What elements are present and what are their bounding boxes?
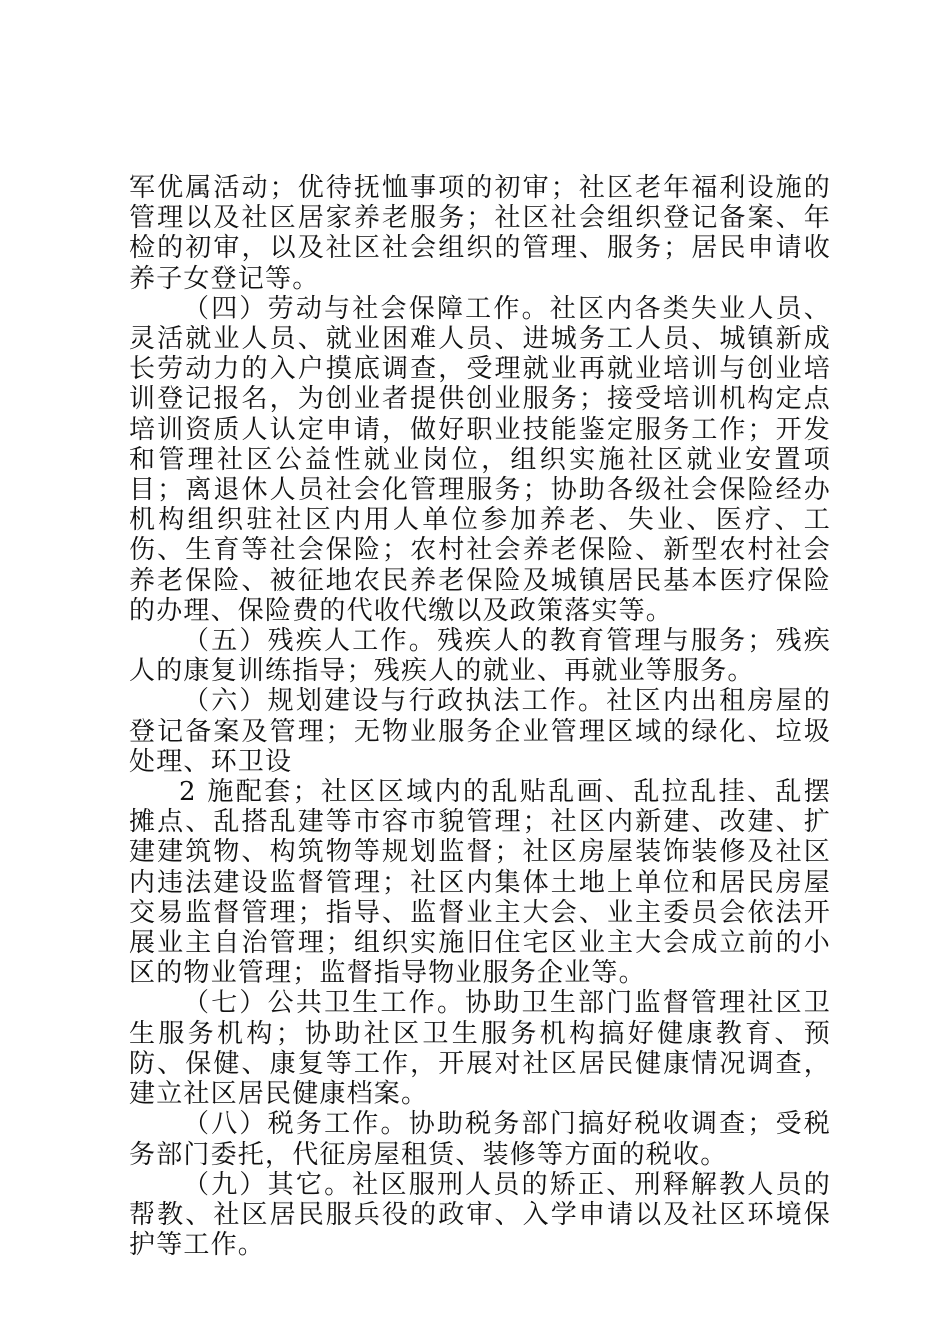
paragraph-planning-continued: 2 施配套；社区区域内的乱贴乱画、乱拉乱挂、乱摆摊点、乱搭乱建等市容市貌管理；社区内新建、改建、扩建建筑物、构筑物等规划监督；社区房屋装饰装修及社区内违法建设监督管理；社区内集体土地上单位和居民房屋交易监督管理；指导、监督业主大会、业主委员会依法开展业主自治管理；组织实施旧住宅区业主大会成立前的小区的物业管理；监督指导物业服务企业等。 [129, 777, 831, 989]
paragraph-labor-social-security: （四）劳动与社会保障工作。社区内各类失业人员、灵活就业人员、就业困难人员、进城务工人员、城镇新成长劳动力的入户摸底调查，受理就业再就业培训与创业培训登记报名，为创业者提供创业服务；接受培训机构定点培训资质人认定申请，做好职业技能鉴定服务工作；开发和管理社区公益性就业岗位，组织实施社区就业安置项目；离退休人员社会化管理服务；协助各级社会保险经办机构组织驻社区内用人单位参加养老、失业、医疗、工伤、生育等社会保险；农村社会养老保险、新型农村社会养老保险、被征地农民养老保险及城镇居民基本医疗保险的办理、保险费的代收代缴以及政策落实等。 [129, 293, 831, 626]
paragraph-continued: 军优属活动；优待抚恤事项的初审；社区老年福利设施的管理以及社区居家养老服务；社区社会组织登记备案、年检的初审，以及社区社会组织的管理、服务；居民申请收养子女登记等。 [129, 173, 831, 294]
paragraph-public-health: （七）公共卫生工作。协助卫生部门监督管理社区卫生服务机构；协助社区卫生服务机构搞好健康教育、预防、保健、康复等工作，开展对社区居民健康情况调查，建立社区居民健康档案。 [129, 988, 831, 1110]
paragraph-disabled-persons: （五）残疾人工作。残疾人的教育管理与服务；残疾人的康复训练指导；残疾人的就业、再就业等服务。 [129, 626, 831, 687]
paragraph-planning-enforcement: （六）规划建设与行政执法工作。社区内出租房屋的登记备案及管理；无物业服务企业管理区域的绿化、垃圾处理、环卫设 [129, 686, 831, 777]
paragraph-other-matters: （九）其它。社区服刑人员的矫正、刑释解教人员的帮教、社区居民服兵役的政审、入学申请以及社区环境保护等工作。 [129, 1169, 831, 1261]
document-body [129, 173, 831, 1260]
paragraph-tax-affairs: （八）税务工作。协助税务部门搞好税收调查；受税务部门委托，代征房屋租赁、装修等方面的税收。 [129, 1109, 831, 1170]
